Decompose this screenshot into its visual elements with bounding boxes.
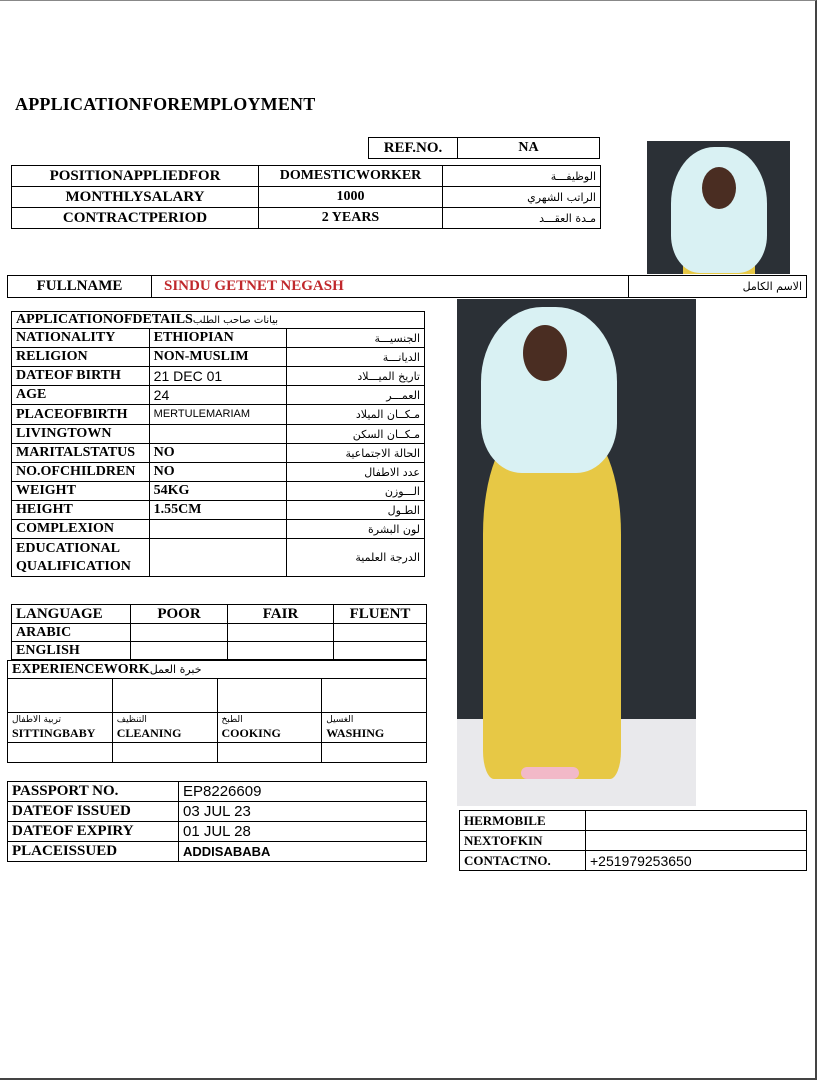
age-label-ar: العمـــر bbox=[287, 386, 425, 405]
children-label-ar: عدد الاطفال bbox=[287, 463, 425, 482]
skill-washing-ar: الغسيل bbox=[326, 715, 354, 725]
salary-label: MONTHLYSALARY bbox=[12, 187, 259, 208]
poor-header: POOR bbox=[131, 605, 228, 624]
education-label bbox=[12, 539, 150, 577]
education-label-line1: EDUCATIONAL bbox=[16, 540, 120, 556]
language-header: LANGUAGE bbox=[12, 605, 131, 624]
skill-cleaning-label: CLEANING bbox=[116, 726, 182, 740]
arabic-poor bbox=[131, 624, 228, 642]
religion-label-ar: الديانـــة bbox=[287, 348, 425, 367]
skill-cooking bbox=[217, 713, 322, 743]
arabic-fluent bbox=[334, 624, 427, 642]
details-header-label-ar: بيانات صاحب الطلب bbox=[192, 315, 278, 326]
livingtown-value bbox=[149, 425, 287, 444]
photo-small-face bbox=[702, 167, 736, 209]
salary-value: 1000 bbox=[259, 187, 443, 208]
contract-label-ar: مـدة العقـــد bbox=[443, 208, 601, 229]
passport-no-label: PASSPORT NO. bbox=[8, 782, 179, 802]
language-table bbox=[11, 604, 427, 660]
english-fluent bbox=[334, 642, 427, 660]
arabic-label: ARABIC bbox=[12, 624, 131, 642]
education-label-ar: الدرجة العلمية bbox=[287, 539, 425, 577]
position-label-ar: الوظيفـــة bbox=[443, 166, 601, 187]
position-value: DOMESTICWORKER bbox=[259, 166, 443, 187]
weight-value: 54KG bbox=[149, 482, 287, 501]
skill-sittingbaby bbox=[8, 713, 113, 743]
experience-cell-3 bbox=[217, 679, 322, 713]
passport-table bbox=[7, 781, 427, 862]
applicant-photo-small bbox=[647, 141, 790, 274]
pob-label-ar: مـكــان الميلاد bbox=[287, 405, 425, 425]
height-label-ar: الطـول bbox=[287, 501, 425, 520]
skill-value-4 bbox=[322, 743, 427, 763]
next-of-kin-value bbox=[586, 831, 807, 851]
experience-cell-4 bbox=[322, 679, 427, 713]
ref-table bbox=[368, 137, 600, 159]
fair-header: FAIR bbox=[228, 605, 334, 624]
children-label: NO.OFCHILDREN bbox=[12, 463, 150, 482]
details-header-label: APPLICATIONOFDETAILS bbox=[16, 312, 193, 327]
nationality-label: NATIONALITY bbox=[12, 329, 150, 348]
nationality-label-ar: الجنسيـــة bbox=[287, 329, 425, 348]
skill-cleaning bbox=[112, 713, 217, 743]
skill-cooking-label: COOKING bbox=[221, 726, 281, 740]
marital-value: NO bbox=[149, 444, 287, 463]
english-poor bbox=[131, 642, 228, 660]
contract-label: CONTRACTPERIOD bbox=[12, 208, 259, 229]
fullname-label: FULLNAME bbox=[8, 276, 152, 298]
pob-value: MERTULEMARIAM bbox=[149, 405, 287, 425]
dob-label: DATEOF BIRTH bbox=[12, 367, 150, 386]
complexion-label: COMPLEXION bbox=[12, 520, 150, 539]
skill-washing bbox=[322, 713, 427, 743]
livingtown-label-ar: مـكــان السكن bbox=[287, 425, 425, 444]
position-label: POSITIONAPPLIEDFOR bbox=[12, 166, 259, 187]
place-issued-label: PLACEISSUED bbox=[8, 842, 179, 862]
salary-label-ar: الراتب الشهري bbox=[443, 187, 601, 208]
arabic-fair bbox=[228, 624, 334, 642]
height-label: HEIGHT bbox=[12, 501, 150, 520]
next-of-kin-label: NEXTOFKIN bbox=[460, 831, 586, 851]
height-value: 1.55CM bbox=[149, 501, 287, 520]
fullname-label-ar: الاسم الكامل bbox=[629, 276, 807, 298]
job-table bbox=[11, 165, 601, 229]
nationality-value: ETHIOPIAN bbox=[149, 329, 287, 348]
english-fair bbox=[228, 642, 334, 660]
complexion-label-ar: لون البشرة bbox=[287, 520, 425, 539]
skill-washing-label: WASHING bbox=[326, 726, 385, 740]
experience-header bbox=[8, 661, 427, 679]
contact-no-label: CONTACTNO. bbox=[460, 851, 586, 871]
skill-cleaning-ar: التنظيف bbox=[116, 715, 147, 725]
dob-label-ar: تاريخ الميـــلاد bbox=[287, 367, 425, 386]
education-value bbox=[149, 539, 287, 577]
ref-value: NA bbox=[458, 138, 600, 159]
issued-label: DATEOF ISSUED bbox=[8, 802, 179, 822]
experience-label-ar: خبرة العمل bbox=[149, 662, 202, 676]
skill-value-1 bbox=[8, 743, 113, 763]
expiry-label: DATEOF EXPIRY bbox=[8, 822, 179, 842]
fluent-header: FLUENT bbox=[334, 605, 427, 624]
experience-cell-2 bbox=[112, 679, 217, 713]
applicant-photo-full bbox=[457, 299, 696, 806]
photo-full-shoes bbox=[521, 767, 579, 779]
age-label: AGE bbox=[12, 386, 150, 405]
skill-cooking-ar: الطبخ bbox=[221, 715, 243, 725]
experience-table bbox=[7, 660, 427, 763]
pob-label: PLACEOFBIRTH bbox=[12, 405, 150, 425]
religion-value: NON-MUSLIM bbox=[149, 348, 287, 367]
photo-small-hijab bbox=[671, 147, 767, 273]
religion-label: RELIGION bbox=[12, 348, 150, 367]
skill-sittingbaby-ar: تربية الاطفال bbox=[12, 715, 62, 725]
contract-value: 2 YEARS bbox=[259, 208, 443, 229]
children-value: NO bbox=[149, 463, 287, 482]
details-table bbox=[11, 311, 425, 577]
dob-value: 21 DEC 01 bbox=[149, 367, 287, 386]
fullname-table bbox=[7, 275, 807, 298]
education-label-line2: QUALIFICATION bbox=[16, 558, 131, 574]
expiry-value: 01 JUL 28 bbox=[179, 822, 427, 842]
her-mobile-label: HERMOBILE bbox=[460, 811, 586, 831]
ref-label: REF.NO. bbox=[369, 138, 458, 159]
age-value: 24 bbox=[149, 386, 287, 405]
skill-sittingbaby-label: SITTINGBABY bbox=[12, 726, 96, 740]
photo-full-dress bbox=[483, 429, 621, 779]
experience-label: EXPERIENCEWORK bbox=[12, 661, 150, 677]
details-header bbox=[12, 312, 425, 329]
contact-no-value: +251979253650 bbox=[586, 851, 807, 871]
skill-value-3 bbox=[217, 743, 322, 763]
form-title: APPLICATIONFOREMPLOYMENT bbox=[15, 94, 316, 114]
issued-value: 03 JUL 23 bbox=[179, 802, 427, 822]
fullname-value: SINDU GETNET NEGASH bbox=[152, 276, 629, 298]
her-mobile-value bbox=[586, 811, 807, 831]
photo-full-face bbox=[523, 325, 567, 381]
complexion-value bbox=[149, 520, 287, 539]
weight-label-ar: الـــوزن bbox=[287, 482, 425, 501]
marital-label-ar: الحالة الاجتماعية bbox=[287, 444, 425, 463]
experience-cell-1 bbox=[8, 679, 113, 713]
passport-no-value: EP8226609 bbox=[179, 782, 427, 802]
weight-label: WEIGHT bbox=[12, 482, 150, 501]
contact-table bbox=[459, 810, 807, 871]
livingtown-label: LIVINGTOWN bbox=[12, 425, 150, 444]
skill-value-2 bbox=[112, 743, 217, 763]
place-issued-value: ADDISABABA bbox=[179, 842, 427, 862]
marital-label: MARITALSTATUS bbox=[12, 444, 150, 463]
english-label: ENGLISH bbox=[12, 642, 131, 660]
